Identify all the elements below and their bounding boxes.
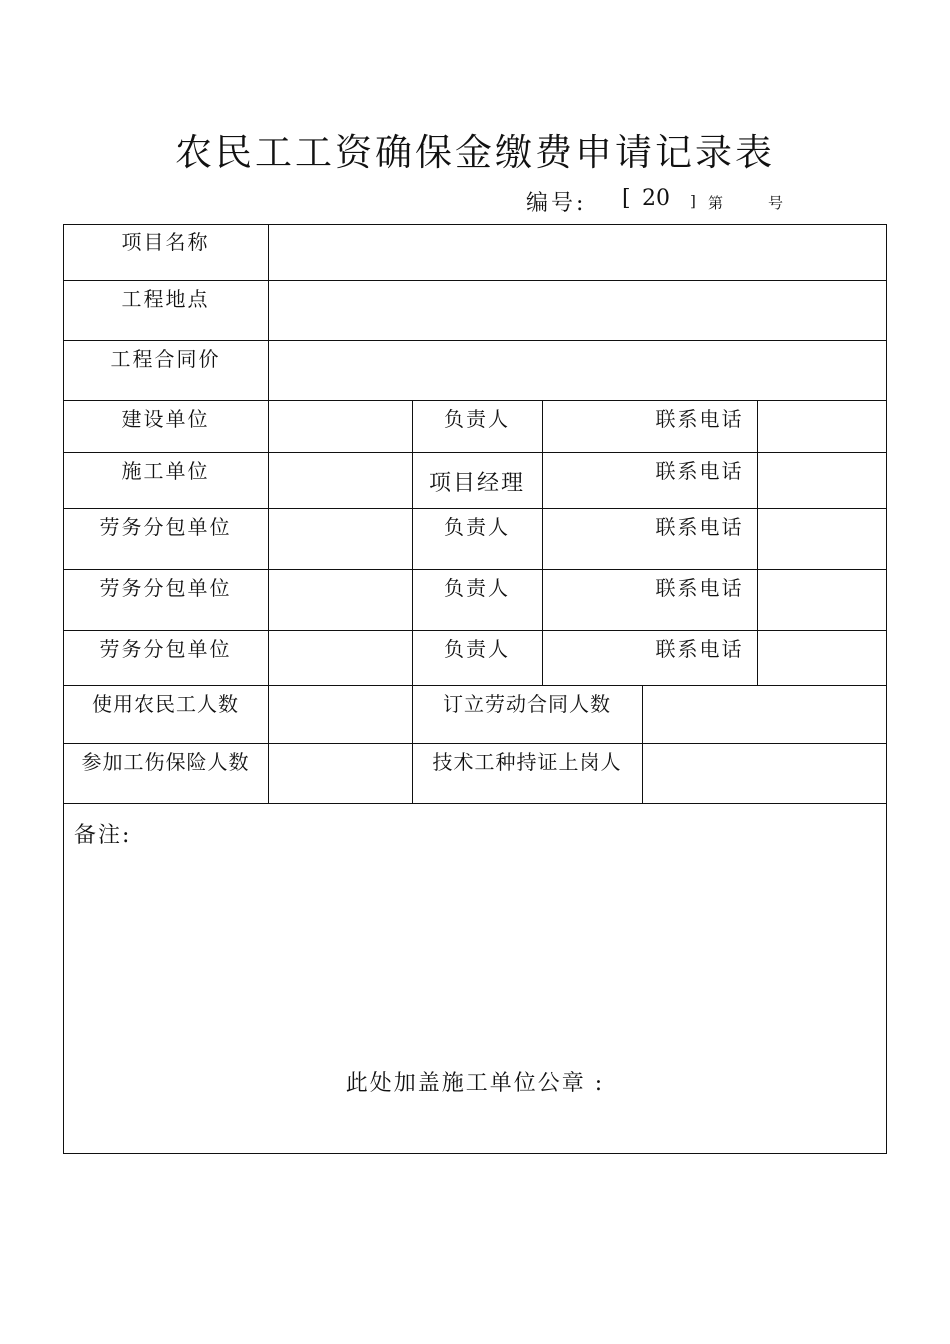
table-line <box>63 743 887 744</box>
label-project-manager: 项目经理 <box>428 471 525 496</box>
label-project-location: 工程地点 <box>121 287 210 311</box>
label-subcontractor: 劳务分包单位 <box>99 515 232 539</box>
table-line <box>757 400 758 686</box>
table-line <box>63 569 887 570</box>
serial-bracket-close: ] <box>690 192 696 210</box>
serial-bracket-open: [ <box>622 186 631 211</box>
label-certified-workers: 技术工种持证上岗人 <box>432 750 622 774</box>
table-line <box>63 452 887 453</box>
table-line <box>642 685 643 804</box>
label-phone: 联系电话 <box>655 637 744 661</box>
label-construction-unit: 建设单位 <box>121 407 210 431</box>
table-line <box>63 340 887 341</box>
table-line <box>63 400 887 401</box>
seal-text: 此处加盖施工单位公章 : <box>345 1071 605 1096</box>
label-person-in-charge: 负责人 <box>444 576 510 600</box>
notes-label: 备注: <box>74 823 132 848</box>
label-phone: 联系电话 <box>655 576 744 600</box>
table-line <box>412 400 413 804</box>
label-phone: 联系电话 <box>655 515 744 539</box>
label-injury-insurance: 参加工伤保险人数 <box>81 750 250 774</box>
label-migrant-workers: 使用农民工人数 <box>92 692 239 716</box>
label-builder-unit: 施工单位 <box>121 459 210 483</box>
table-line <box>542 400 543 686</box>
label-project-name: 项目名称 <box>121 230 210 254</box>
label-person-in-charge: 负责人 <box>444 515 510 539</box>
table-line <box>268 224 269 804</box>
page-title: 农民工工资确保金缴费申请记录表 <box>175 131 775 174</box>
table-line <box>63 508 887 509</box>
serial-year: 20 <box>642 186 670 211</box>
table-line <box>63 630 887 631</box>
table-line <box>886 224 887 1154</box>
serial-label: 编号: <box>526 191 587 216</box>
table-line <box>63 803 887 804</box>
label-phone: 联系电话 <box>655 407 744 431</box>
serial-di: 第 <box>708 194 724 212</box>
label-person-in-charge: 负责人 <box>444 407 510 431</box>
label-person-in-charge: 负责人 <box>444 637 510 661</box>
serial-hao: 号 <box>768 194 784 212</box>
label-labor-contracts: 订立劳动合同人数 <box>443 692 611 716</box>
table-line <box>63 280 887 281</box>
label-subcontractor: 劳务分包单位 <box>99 637 232 661</box>
table-line <box>63 685 887 686</box>
table-line <box>63 1153 887 1154</box>
table-line <box>63 224 887 225</box>
label-subcontractor: 劳务分包单位 <box>99 576 232 600</box>
label-contract-price: 工程合同价 <box>110 347 221 371</box>
label-phone: 联系电话 <box>655 459 744 483</box>
